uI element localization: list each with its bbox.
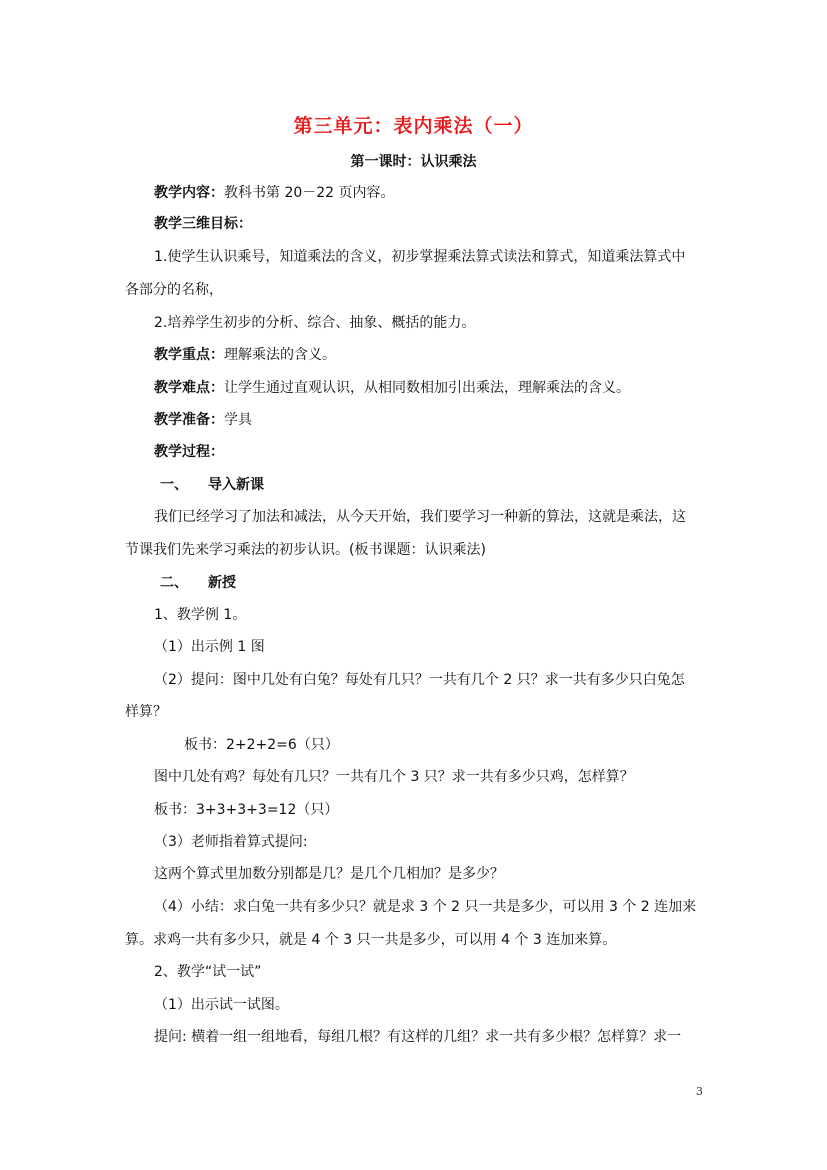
step-4-line-2: 算。求鸡一共有多少只，就是 4 个 3 只一共是多少，可以用 4 个 3 连加来算。: [125, 932, 617, 948]
section-1-title: 导入新课: [208, 477, 264, 493]
goal-2: 2.培养学生初步的分析、综合、抽象、概括的能力。: [154, 315, 476, 331]
teaching-content-label: 教学内容：: [154, 185, 224, 201]
step-2-line-2: 样算？: [125, 704, 167, 720]
board-note-1: 板书：2+2+2=6（只）: [184, 737, 339, 753]
teaching-difficulty: [154, 379, 630, 397]
preparation-text: 学具: [224, 412, 252, 428]
key-point-text: 理解乘法的含义。: [224, 347, 336, 363]
page-number: 3: [696, 1085, 703, 1098]
teaching-content: [154, 184, 395, 202]
teaching-process-label: 教学过程：: [154, 444, 224, 460]
step-2-line-1: （2）提问：图中几处有白兔？每处有几只？一共有几个 2 只？求一共有多少只白兔怎: [154, 672, 685, 688]
step-3: （3）老师指着算式提问:: [154, 834, 308, 850]
board-note-2: 板书：3+3+3+3=12（只）: [154, 802, 339, 818]
document-title: 第三单元：表内乘法（一）: [293, 115, 534, 137]
key-point-label: 教学重点：: [154, 347, 224, 363]
teaching-goals-label: 教学三维目标：: [154, 216, 252, 232]
difficulty-label: 教学难点：: [154, 380, 224, 396]
chicken-question: 图中几处有鸡？每处有几只？一共有几个 3 只？求一共有多少只鸡，怎样算？: [154, 769, 634, 785]
section-2-title: 新授: [208, 575, 236, 591]
goal-1-line-1: 1.使学生认识乘号，知道乘法的含义，初步掌握乘法算式读法和算式，知道乘法算式中: [154, 249, 686, 265]
lesson-subtitle: 第一课时：认识乘法: [350, 154, 477, 170]
step-3-question: 这两个算式里加数分别都是几？是几个几相加？是多少？: [154, 866, 504, 882]
preparation-label: 教学准备：: [154, 412, 224, 428]
teaching-content-text: 教科书第 20－22 页内容。: [224, 185, 395, 201]
teaching-preparation: [154, 411, 252, 429]
try-question: 提问: 横着一组一组地看，每组几根？有这样的几组？求一共有多少根？怎样算？求一: [154, 1029, 682, 1045]
step-4-line-1: （4）小结：求白兔一共有多少只？就是求 3 个 2 只一共是多少，可以用 3 个 2 连加来: [154, 899, 697, 915]
intro-line-2: 节课我们先来学习乘法的初步认识。(板书课题：认识乘法): [125, 542, 486, 558]
difficulty-text: 让学生通过直观认识，从相同数相加引出乘法，理解乘法的含义。: [224, 380, 630, 396]
section-1-number: 一、: [160, 477, 188, 493]
step-1: （1）出示例 1 图: [154, 639, 265, 655]
try-step-1: （1）出示试一试图。: [154, 997, 289, 1013]
item-1: 1、教学例 1。: [154, 607, 247, 623]
section-2-number: 二、: [160, 575, 188, 591]
intro-line-1: 我们已经学习了加法和减法，从今天开始，我们要学习一种新的算法，这就是乘法，这: [154, 509, 686, 525]
teaching-key-point: [154, 346, 336, 364]
item-2: 2、教学“试一试”: [154, 964, 262, 980]
goal-1-line-2: 各部分的名称，: [125, 282, 223, 298]
